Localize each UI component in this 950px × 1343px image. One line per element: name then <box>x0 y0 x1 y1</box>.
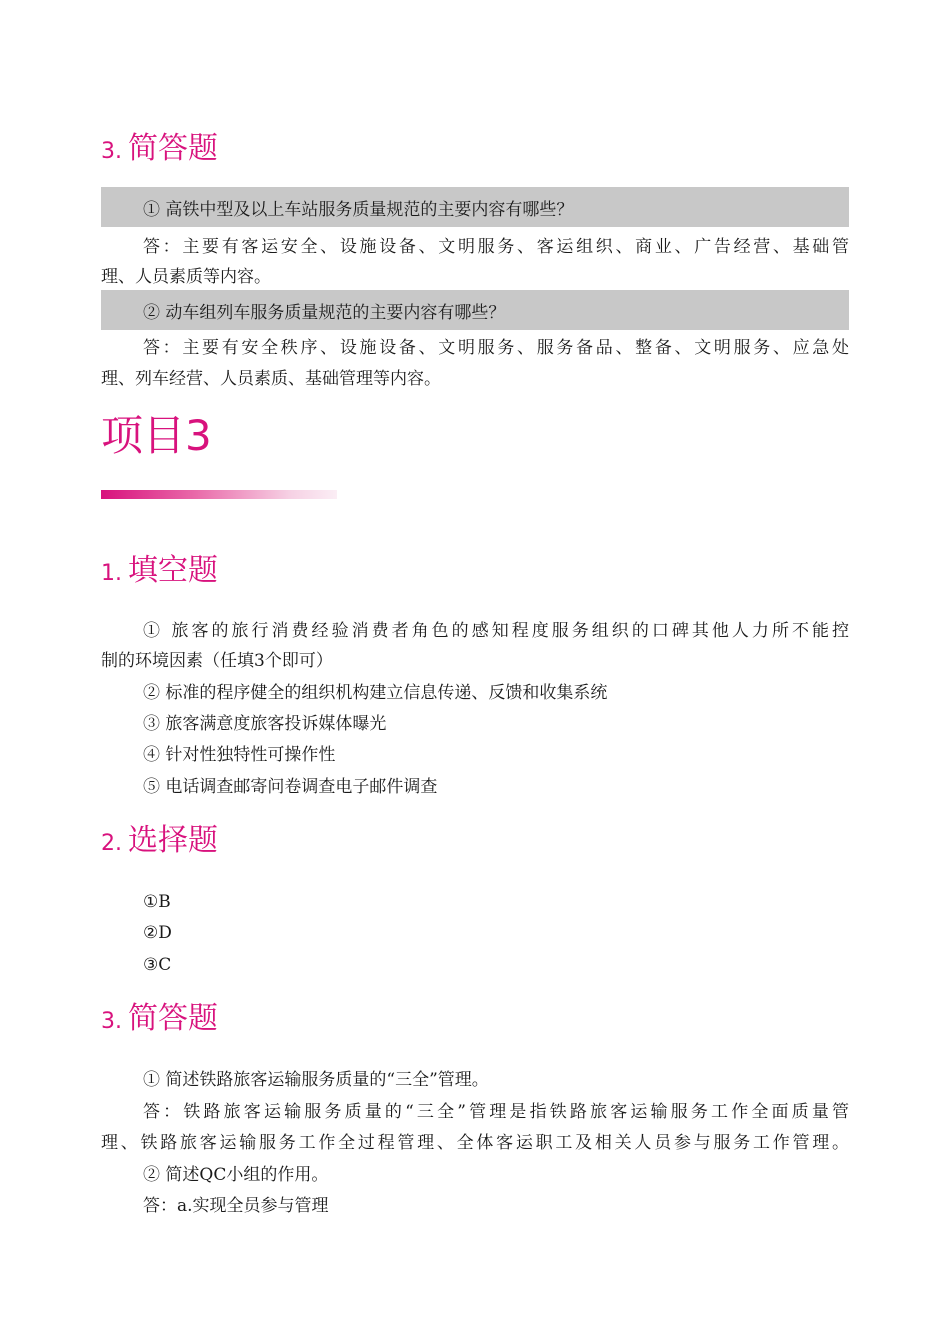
list-item: ②D <box>143 923 172 943</box>
answer-text: 理、铁路旅客运输服务工作全过程管理、全体客运职工及相关人员参与服务工作管理。 <box>101 1133 849 1153</box>
answer-text: 答：a.实现全员参与管理 <box>143 1196 329 1216</box>
answer-text: 答：主要有安全秩序、设施设备、文明服务、服务备品、整备、文明服务、应急处 <box>143 338 849 358</box>
list-item: ② 标准的程序健全的组织机构建立信息传递、反馈和收集系统 <box>143 683 608 703</box>
section-title: 简答题 <box>128 1001 218 1036</box>
section-heading-short-answer <box>101 1001 218 1040</box>
section-title: 简答题 <box>128 131 218 166</box>
question-text: ② 动车组列车服务质量规范的主要内容有哪些？ <box>143 303 506 323</box>
project-title: 项目3 <box>101 411 212 460</box>
section-title: 选择题 <box>128 823 218 858</box>
section-number: 1. <box>101 561 122 586</box>
list-item: ③C <box>143 955 172 975</box>
answer-text: 理、列车经营、人员素质、基础管理等内容。 <box>101 369 441 389</box>
answer-text: 理、人员素质等内容。 <box>101 267 271 287</box>
section-number: 2. <box>101 831 122 856</box>
question-text: ② 简述QC小组的作用。 <box>143 1165 329 1185</box>
section-number: 3. <box>101 139 122 164</box>
section-number: 3. <box>101 1009 122 1034</box>
list-item: ①B <box>143 892 171 912</box>
answer-text: 答：铁路旅客运输服务质量的“三全”管理是指铁路旅客运输服务工作全面质量管 <box>143 1102 849 1122</box>
section-heading-short-answer <box>101 131 218 170</box>
section-heading-fill-in <box>101 553 218 592</box>
list-item: ④ 针对性独特性可操作性 <box>143 745 336 765</box>
question-text: ① 高铁中型及以上车站服务质量规范的主要内容有哪些？ <box>143 200 574 220</box>
list-item: ③ 旅客满意度旅客投诉媒体曝光 <box>143 714 387 734</box>
section-title: 填空题 <box>128 553 218 588</box>
list-item: ⑤ 电话调查邮寄问卷调查电子邮件调查 <box>143 777 438 797</box>
section-heading-choice <box>101 823 218 862</box>
answer-text: 答：主要有客运安全、设施设备、文明服务、客运组织、商业、广告经营、基础管 <box>143 237 849 257</box>
question-text: ① 简述铁路旅客运输服务质量的“三全”管理。 <box>143 1070 489 1090</box>
list-item: 制的环境因素（任填3个即可） <box>101 651 333 671</box>
title-gradient-bar <box>101 490 337 499</box>
list-item: ① 旅客的旅行消费经验消费者角色的感知程度服务组织的口碑其他人力所不能控 <box>143 621 849 641</box>
